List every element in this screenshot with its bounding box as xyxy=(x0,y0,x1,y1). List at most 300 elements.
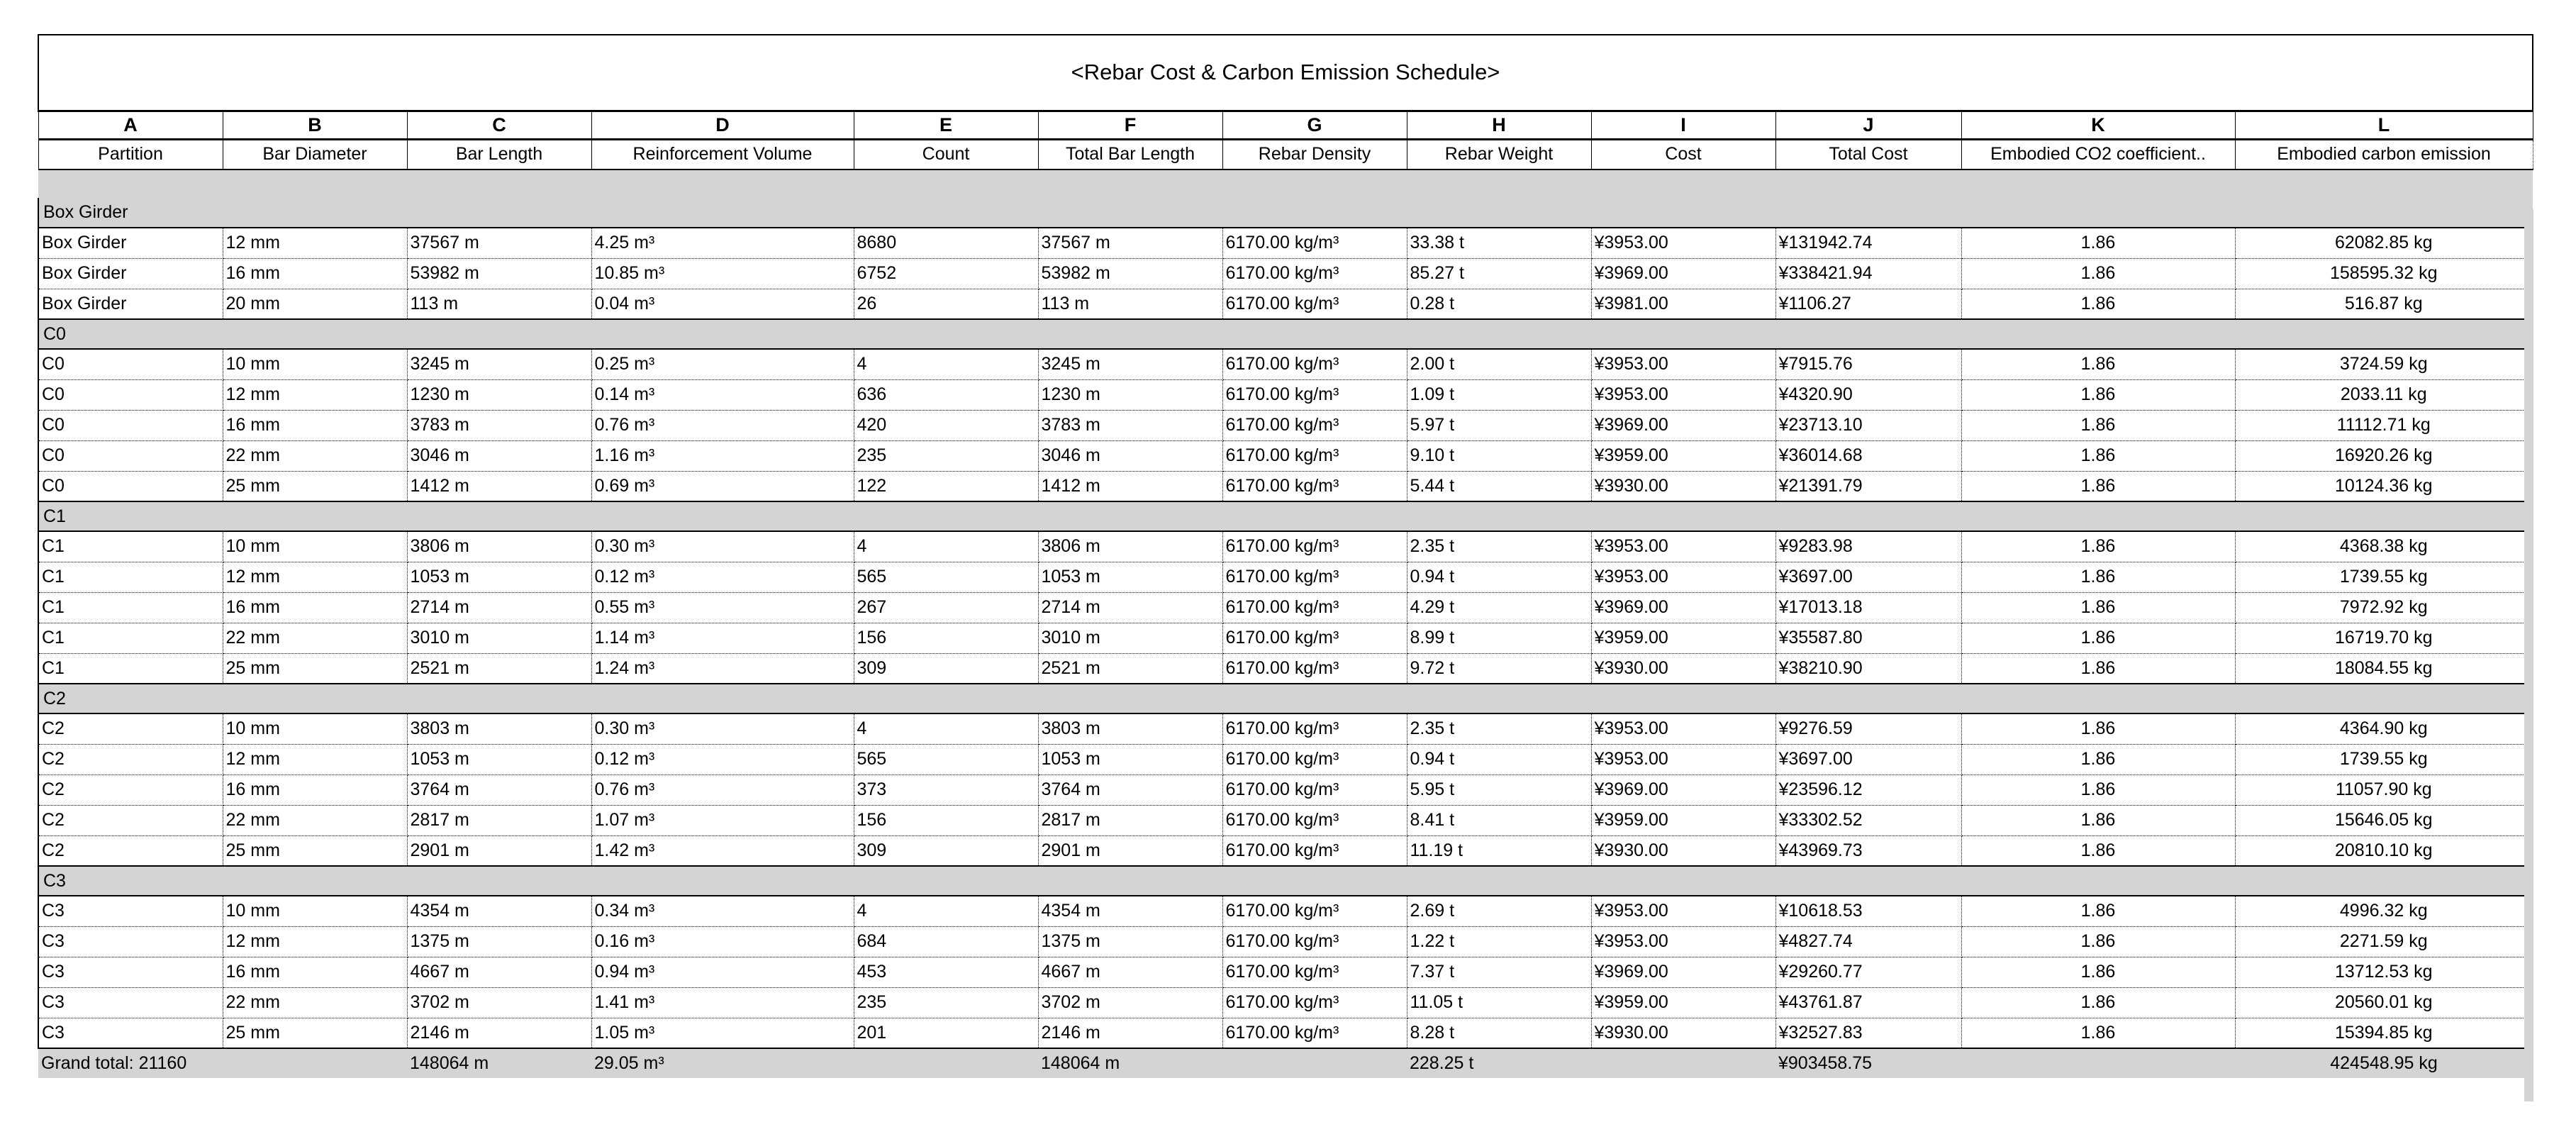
table-cell[interactable]: 2.69 t xyxy=(1407,896,1591,926)
table-row[interactable] xyxy=(38,440,2533,471)
table-cell[interactable]: 2817 m xyxy=(1038,805,1222,835)
table-cell[interactable]: 85.27 t xyxy=(1407,258,1591,289)
table-cell[interactable]: ¥21391.79 xyxy=(1775,471,1961,501)
schedule-title[interactable]: <Rebar Cost & Carbon Emission Schedule> xyxy=(38,35,2533,111)
table-cell[interactable]: 1.14 m³ xyxy=(591,623,854,653)
table-cell[interactable]: 1.86 xyxy=(1961,562,2235,592)
table-cell[interactable]: 684 xyxy=(854,926,1038,957)
table-cell[interactable]: 6170.00 kg/m³ xyxy=(1222,440,1407,471)
table-cell[interactable]: ¥3969.00 xyxy=(1591,410,1775,440)
table-cell[interactable]: 12 mm xyxy=(223,744,407,774)
table-cell[interactable]: 2714 m xyxy=(1038,592,1222,623)
table-cell[interactable]: 20 mm xyxy=(223,289,407,319)
table-cell[interactable]: 0.30 m³ xyxy=(591,713,854,744)
table-cell[interactable]: 1.86 xyxy=(1961,987,2235,1018)
table-cell[interactable]: 25 mm xyxy=(223,471,407,501)
table-cell[interactable]: 516.87 kg xyxy=(2235,289,2533,319)
table-cell[interactable]: ¥3953.00 xyxy=(1591,228,1775,258)
table-cell[interactable]: 1412 m xyxy=(1038,471,1222,501)
table-cell[interactable]: 373 xyxy=(854,774,1038,805)
table-cell[interactable]: 0.12 m³ xyxy=(591,562,854,592)
table-cell[interactable]: 1.86 xyxy=(1961,349,2235,379)
column-header-g[interactable]: Rebar Density xyxy=(1222,139,1407,170)
table-cell[interactable]: 6170.00 kg/m³ xyxy=(1222,228,1407,258)
table-cell[interactable]: 6170.00 kg/m³ xyxy=(1222,410,1407,440)
table-row[interactable] xyxy=(38,349,2533,379)
table-cell[interactable]: 5.95 t xyxy=(1407,774,1591,805)
table-row[interactable] xyxy=(38,926,2533,957)
table-cell[interactable]: 1.86 xyxy=(1961,289,2235,319)
table-cell[interactable]: 3806 m xyxy=(1038,531,1222,562)
table-cell[interactable]: 1.41 m³ xyxy=(591,987,854,1018)
table-cell[interactable]: 1.86 xyxy=(1961,774,2235,805)
table-cell[interactable]: ¥4827.74 xyxy=(1775,926,1961,957)
table-cell[interactable]: 122 xyxy=(854,471,1038,501)
column-header-b[interactable]: Bar Diameter xyxy=(223,139,407,170)
table-row[interactable] xyxy=(38,987,2533,1018)
table-cell[interactable]: ¥17013.18 xyxy=(1775,592,1961,623)
table-cell[interactable]: 156 xyxy=(854,805,1038,835)
table-cell[interactable]: C2 xyxy=(38,805,223,835)
table-cell[interactable]: ¥3969.00 xyxy=(1591,258,1775,289)
table-cell[interactable]: ¥4320.90 xyxy=(1775,379,1961,410)
table-cell[interactable]: 7.37 t xyxy=(1407,957,1591,987)
table-cell[interactable]: 6170.00 kg/m³ xyxy=(1222,531,1407,562)
table-cell[interactable]: ¥3930.00 xyxy=(1591,835,1775,866)
table-cell[interactable]: 11.19 t xyxy=(1407,835,1591,866)
table-cell[interactable]: 0.76 m³ xyxy=(591,410,854,440)
table-cell[interactable]: C2 xyxy=(38,835,223,866)
table-cell[interactable]: C3 xyxy=(38,896,223,926)
table-cell[interactable]: 22 mm xyxy=(223,623,407,653)
table-cell[interactable]: 1230 m xyxy=(407,379,591,410)
column-letter-a[interactable]: A xyxy=(38,111,223,139)
table-cell[interactable]: ¥3930.00 xyxy=(1591,1018,1775,1048)
table-cell[interactable]: 1375 m xyxy=(407,926,591,957)
table-cell[interactable]: 13712.53 kg xyxy=(2235,957,2533,987)
column-letter-k[interactable]: K xyxy=(1961,111,2235,139)
column-letter-b[interactable]: B xyxy=(223,111,407,139)
table-cell[interactable]: 6170.00 kg/m³ xyxy=(1222,592,1407,623)
table-cell[interactable]: C0 xyxy=(38,410,223,440)
column-header-j[interactable]: Total Cost xyxy=(1775,139,1961,170)
table-cell[interactable]: 12 mm xyxy=(223,562,407,592)
column-letter-g[interactable]: G xyxy=(1222,111,1407,139)
table-cell[interactable]: 4354 m xyxy=(407,896,591,926)
table-cell[interactable]: C0 xyxy=(38,440,223,471)
table-cell[interactable]: 2521 m xyxy=(407,653,591,684)
table-cell[interactable]: 6170.00 kg/m³ xyxy=(1222,713,1407,744)
table-cell[interactable]: 267 xyxy=(854,592,1038,623)
table-cell[interactable]: 10 mm xyxy=(223,349,407,379)
table-cell[interactable]: 1.86 xyxy=(1961,471,2235,501)
table-cell[interactable]: 2.35 t xyxy=(1407,531,1591,562)
table-cell[interactable]: 0.94 m³ xyxy=(591,957,854,987)
table-cell[interactable]: 1.86 xyxy=(1961,653,2235,684)
column-header-a[interactable]: Partition xyxy=(38,139,223,170)
table-cell[interactable]: 6170.00 kg/m³ xyxy=(1222,258,1407,289)
column-header-e[interactable]: Count xyxy=(854,139,1038,170)
table-cell[interactable]: 3764 m xyxy=(1038,774,1222,805)
table-cell[interactable]: 4.29 t xyxy=(1407,592,1591,623)
table-cell[interactable]: C0 xyxy=(38,471,223,501)
table-row[interactable] xyxy=(38,592,2533,623)
table-cell[interactable]: 1053 m xyxy=(1038,562,1222,592)
table-cell[interactable]: ¥9276.59 xyxy=(1775,713,1961,744)
table-cell[interactable]: 2033.11 kg xyxy=(2235,379,2533,410)
table-cell[interactable]: 1.86 xyxy=(1961,623,2235,653)
table-cell[interactable]: 2521 m xyxy=(1038,653,1222,684)
table-cell[interactable]: 158595.32 kg xyxy=(2235,258,2533,289)
table-cell[interactable]: ¥3959.00 xyxy=(1591,805,1775,835)
table-cell[interactable]: 10 mm xyxy=(223,713,407,744)
column-header-k[interactable]: Embodied CO2 coefficient.. xyxy=(1961,139,2235,170)
table-cell[interactable]: ¥338421.94 xyxy=(1775,258,1961,289)
table-cell[interactable]: 8.41 t xyxy=(1407,805,1591,835)
table-cell[interactable]: C2 xyxy=(38,713,223,744)
table-cell[interactable]: ¥3959.00 xyxy=(1591,623,1775,653)
table-cell[interactable]: 18084.55 kg xyxy=(2235,653,2533,684)
table-cell[interactable]: ¥3930.00 xyxy=(1591,471,1775,501)
table-cell[interactable]: 22 mm xyxy=(223,440,407,471)
table-cell[interactable]: 8.28 t xyxy=(1407,1018,1591,1048)
table-cell[interactable]: 37567 m xyxy=(1038,228,1222,258)
table-cell[interactable]: 16 mm xyxy=(223,410,407,440)
table-cell[interactable]: 6170.00 kg/m³ xyxy=(1222,653,1407,684)
table-cell[interactable]: 1.86 xyxy=(1961,1018,2235,1048)
table-cell[interactable]: 1.86 xyxy=(1961,896,2235,926)
table-cell[interactable]: 156 xyxy=(854,623,1038,653)
table-cell[interactable]: ¥3959.00 xyxy=(1591,987,1775,1018)
table-cell[interactable]: ¥3930.00 xyxy=(1591,653,1775,684)
table-cell[interactable]: 22 mm xyxy=(223,987,407,1018)
table-cell[interactable]: ¥3953.00 xyxy=(1591,713,1775,744)
table-row[interactable] xyxy=(38,289,2533,319)
table-cell[interactable]: 4 xyxy=(854,896,1038,926)
table-cell[interactable]: ¥10618.53 xyxy=(1775,896,1961,926)
table-cell[interactable]: 4667 m xyxy=(1038,957,1222,987)
table-cell[interactable]: 309 xyxy=(854,835,1038,866)
table-cell[interactable]: 25 mm xyxy=(223,653,407,684)
table-row[interactable] xyxy=(38,471,2533,501)
table-cell[interactable]: 5.44 t xyxy=(1407,471,1591,501)
table-cell[interactable]: 1.86 xyxy=(1961,713,2235,744)
table-cell[interactable]: 8.99 t xyxy=(1407,623,1591,653)
table-cell[interactable]: 3702 m xyxy=(407,987,591,1018)
table-cell[interactable]: 0.14 m³ xyxy=(591,379,854,410)
table-row[interactable] xyxy=(38,805,2533,835)
table-cell[interactable]: 15646.05 kg xyxy=(2235,805,2533,835)
table-cell[interactable]: C2 xyxy=(38,744,223,774)
column-header-l[interactable]: Embodied carbon emission xyxy=(2235,139,2533,170)
table-cell[interactable]: 4364.90 kg xyxy=(2235,713,2533,744)
table-cell[interactable]: 309 xyxy=(854,653,1038,684)
table-cell[interactable]: 6170.00 kg/m³ xyxy=(1222,805,1407,835)
table-cell[interactable]: ¥3969.00 xyxy=(1591,774,1775,805)
table-row[interactable] xyxy=(38,623,2533,653)
table-cell[interactable]: 3245 m xyxy=(407,349,591,379)
table-cell[interactable]: 1053 m xyxy=(407,744,591,774)
group-header[interactable]: Box Girder xyxy=(38,198,2533,228)
table-cell[interactable]: 2901 m xyxy=(407,835,591,866)
table-cell[interactable]: 1053 m xyxy=(407,562,591,592)
table-cell[interactable]: 0.04 m³ xyxy=(591,289,854,319)
table-cell[interactable]: 3764 m xyxy=(407,774,591,805)
table-cell[interactable]: 453 xyxy=(854,957,1038,987)
table-cell[interactable]: 1412 m xyxy=(407,471,591,501)
table-cell[interactable]: ¥3697.00 xyxy=(1775,562,1961,592)
table-cell[interactable]: 53982 m xyxy=(407,258,591,289)
table-cell[interactable]: 3803 m xyxy=(1038,713,1222,744)
table-cell[interactable]: 1.86 xyxy=(1961,440,2235,471)
table-cell[interactable]: 2271.59 kg xyxy=(2235,926,2533,957)
table-cell[interactable]: 22 mm xyxy=(223,805,407,835)
table-cell[interactable]: 0.16 m³ xyxy=(591,926,854,957)
table-row[interactable] xyxy=(38,379,2533,410)
table-cell[interactable]: 1.86 xyxy=(1961,379,2235,410)
table-cell[interactable]: ¥3953.00 xyxy=(1591,349,1775,379)
table-cell[interactable]: 0.28 t xyxy=(1407,289,1591,319)
table-cell[interactable]: ¥33302.52 xyxy=(1775,805,1961,835)
table-cell[interactable]: 0.55 m³ xyxy=(591,592,854,623)
column-header-d[interactable]: Reinforcement Volume xyxy=(591,139,854,170)
table-cell[interactable]: 16 mm xyxy=(223,592,407,623)
table-cell[interactable]: 4.25 m³ xyxy=(591,228,854,258)
table-cell[interactable]: 6170.00 kg/m³ xyxy=(1222,471,1407,501)
table-cell[interactable]: 2901 m xyxy=(1038,835,1222,866)
column-header-i[interactable]: Cost xyxy=(1591,139,1775,170)
table-cell[interactable]: 6170.00 kg/m³ xyxy=(1222,289,1407,319)
table-cell[interactable]: 6170.00 kg/m³ xyxy=(1222,1018,1407,1048)
table-row[interactable] xyxy=(38,744,2533,774)
group-header[interactable]: C3 xyxy=(38,866,2533,896)
table-cell[interactable]: 4 xyxy=(854,349,1038,379)
table-cell[interactable]: 6170.00 kg/m³ xyxy=(1222,835,1407,866)
table-cell[interactable]: 11.05 t xyxy=(1407,987,1591,1018)
table-cell[interactable]: C3 xyxy=(38,957,223,987)
column-header-c[interactable]: Bar Length xyxy=(407,139,591,170)
table-cell[interactable]: 12 mm xyxy=(223,228,407,258)
table-cell[interactable]: ¥131942.74 xyxy=(1775,228,1961,258)
table-cell[interactable]: 1.86 xyxy=(1961,228,2235,258)
table-cell[interactable]: 3046 m xyxy=(1038,440,1222,471)
table-cell[interactable]: 6170.00 kg/m³ xyxy=(1222,562,1407,592)
table-cell[interactable]: 1.86 xyxy=(1961,805,2235,835)
table-cell[interactable]: 11057.90 kg xyxy=(2235,774,2533,805)
table-cell[interactable]: 53982 m xyxy=(1038,258,1222,289)
table-cell[interactable]: ¥9283.98 xyxy=(1775,531,1961,562)
table-cell[interactable]: 9.10 t xyxy=(1407,440,1591,471)
table-cell[interactable]: 16 mm xyxy=(223,258,407,289)
table-cell[interactable]: 3702 m xyxy=(1038,987,1222,1018)
table-cell[interactable]: ¥3953.00 xyxy=(1591,896,1775,926)
table-cell[interactable]: ¥38210.90 xyxy=(1775,653,1961,684)
table-cell[interactable]: 1230 m xyxy=(1038,379,1222,410)
table-cell[interactable]: 1.07 m³ xyxy=(591,805,854,835)
table-cell[interactable]: C0 xyxy=(38,379,223,410)
table-row[interactable] xyxy=(38,653,2533,684)
table-cell[interactable]: 6170.00 kg/m³ xyxy=(1222,987,1407,1018)
table-row[interactable] xyxy=(38,258,2533,289)
table-cell[interactable]: 1.86 xyxy=(1961,410,2235,440)
table-cell[interactable]: 15394.85 kg xyxy=(2235,1018,2533,1048)
table-row[interactable] xyxy=(38,713,2533,744)
table-cell[interactable]: 1.86 xyxy=(1961,744,2235,774)
table-cell[interactable]: 25 mm xyxy=(223,835,407,866)
table-cell[interactable]: 1.05 m³ xyxy=(591,1018,854,1048)
table-cell[interactable]: C1 xyxy=(38,623,223,653)
table-cell[interactable]: ¥3953.00 xyxy=(1591,531,1775,562)
table-cell[interactable]: 12 mm xyxy=(223,926,407,957)
table-cell[interactable]: C3 xyxy=(38,1018,223,1048)
table-cell[interactable]: 4996.32 kg xyxy=(2235,896,2533,926)
table-cell[interactable]: 4 xyxy=(854,531,1038,562)
table-cell[interactable]: 420 xyxy=(854,410,1038,440)
table-cell[interactable]: 2146 m xyxy=(407,1018,591,1048)
table-cell[interactable]: C2 xyxy=(38,774,223,805)
table-cell[interactable]: 565 xyxy=(854,562,1038,592)
table-cell[interactable]: 0.34 m³ xyxy=(591,896,854,926)
table-cell[interactable]: 37567 m xyxy=(407,228,591,258)
table-cell[interactable]: 16719.70 kg xyxy=(2235,623,2533,653)
table-cell[interactable]: 6170.00 kg/m³ xyxy=(1222,957,1407,987)
table-cell[interactable]: C0 xyxy=(38,349,223,379)
table-cell[interactable]: C1 xyxy=(38,531,223,562)
table-cell[interactable]: C1 xyxy=(38,562,223,592)
table-row[interactable] xyxy=(38,228,2533,258)
table-row[interactable] xyxy=(38,562,2533,592)
table-cell[interactable]: ¥23713.10 xyxy=(1775,410,1961,440)
table-cell[interactable]: Box Girder xyxy=(38,258,223,289)
column-letter-d[interactable]: D xyxy=(591,111,854,139)
column-letter-i[interactable]: I xyxy=(1591,111,1775,139)
table-cell[interactable]: 3783 m xyxy=(1038,410,1222,440)
table-cell[interactable]: 9.72 t xyxy=(1407,653,1591,684)
table-cell[interactable]: 4368.38 kg xyxy=(2235,531,2533,562)
table-cell[interactable]: 20560.01 kg xyxy=(2235,987,2533,1018)
table-cell[interactable]: 4667 m xyxy=(407,957,591,987)
table-cell[interactable]: C3 xyxy=(38,987,223,1018)
table-row[interactable] xyxy=(38,957,2533,987)
table-cell[interactable]: 3245 m xyxy=(1038,349,1222,379)
table-cell[interactable]: ¥3969.00 xyxy=(1591,957,1775,987)
table-cell[interactable]: 25 mm xyxy=(223,1018,407,1048)
table-cell[interactable]: 3010 m xyxy=(1038,623,1222,653)
table-cell[interactable]: 3803 m xyxy=(407,713,591,744)
group-header[interactable]: C2 xyxy=(38,684,2533,713)
column-letter-l[interactable]: L xyxy=(2235,111,2533,139)
table-cell[interactable]: 636 xyxy=(854,379,1038,410)
table-cell[interactable]: 201 xyxy=(854,1018,1038,1048)
column-letter-h[interactable]: H xyxy=(1407,111,1591,139)
table-cell[interactable]: 3046 m xyxy=(407,440,591,471)
table-cell[interactable]: ¥7915.76 xyxy=(1775,349,1961,379)
table-cell[interactable]: ¥3981.00 xyxy=(1591,289,1775,319)
column-letter-f[interactable]: F xyxy=(1038,111,1222,139)
table-cell[interactable]: 6170.00 kg/m³ xyxy=(1222,744,1407,774)
column-letter-j[interactable]: J xyxy=(1775,111,1961,139)
table-cell[interactable]: 1.86 xyxy=(1961,531,2235,562)
column-letter-c[interactable]: C xyxy=(407,111,591,139)
table-cell[interactable]: 62082.85 kg xyxy=(2235,228,2533,258)
table-row[interactable] xyxy=(38,410,2533,440)
table-cell[interactable]: 6170.00 kg/m³ xyxy=(1222,774,1407,805)
table-cell[interactable]: 0.12 m³ xyxy=(591,744,854,774)
table-row[interactable] xyxy=(38,531,2533,562)
table-cell[interactable]: 0.30 m³ xyxy=(591,531,854,562)
group-header[interactable]: C0 xyxy=(38,319,2533,349)
table-cell[interactable]: Box Girder xyxy=(38,228,223,258)
table-cell[interactable]: 1.86 xyxy=(1961,592,2235,623)
table-cell[interactable]: 1.24 m³ xyxy=(591,653,854,684)
table-cell[interactable]: 1.86 xyxy=(1961,835,2235,866)
table-cell[interactable]: 1.42 m³ xyxy=(591,835,854,866)
table-row[interactable] xyxy=(38,835,2533,866)
table-cell[interactable]: ¥43761.87 xyxy=(1775,987,1961,1018)
table-cell[interactable]: ¥23596.12 xyxy=(1775,774,1961,805)
table-cell[interactable]: ¥43969.73 xyxy=(1775,835,1961,866)
table-cell[interactable]: 12 mm xyxy=(223,379,407,410)
table-cell[interactable]: 10 mm xyxy=(223,896,407,926)
table-cell[interactable]: ¥1106.27 xyxy=(1775,289,1961,319)
table-cell[interactable]: 1.86 xyxy=(1961,957,2235,987)
table-cell[interactable]: 6170.00 kg/m³ xyxy=(1222,896,1407,926)
table-cell[interactable]: 1375 m xyxy=(1038,926,1222,957)
table-cell[interactable]: 0.76 m³ xyxy=(591,774,854,805)
table-cell[interactable]: ¥3953.00 xyxy=(1591,744,1775,774)
table-cell[interactable]: 16 mm xyxy=(223,957,407,987)
table-cell[interactable]: 6170.00 kg/m³ xyxy=(1222,379,1407,410)
table-cell[interactable]: C1 xyxy=(38,653,223,684)
table-row[interactable] xyxy=(38,1018,2533,1048)
table-cell[interactable]: 1.16 m³ xyxy=(591,440,854,471)
table-cell[interactable]: ¥32527.83 xyxy=(1775,1018,1961,1048)
table-cell[interactable]: 235 xyxy=(854,440,1038,471)
table-cell[interactable]: 8680 xyxy=(854,228,1038,258)
table-cell[interactable]: 6170.00 kg/m³ xyxy=(1222,349,1407,379)
table-cell[interactable]: 0.94 t xyxy=(1407,562,1591,592)
table-cell[interactable]: 113 m xyxy=(407,289,591,319)
table-cell[interactable]: ¥3969.00 xyxy=(1591,592,1775,623)
table-cell[interactable]: 2146 m xyxy=(1038,1018,1222,1048)
table-cell[interactable]: 4 xyxy=(854,713,1038,744)
group-header[interactable]: C1 xyxy=(38,501,2533,531)
table-cell[interactable]: 0.94 t xyxy=(1407,744,1591,774)
table-cell[interactable]: ¥3953.00 xyxy=(1591,562,1775,592)
table-cell[interactable]: 3010 m xyxy=(407,623,591,653)
table-cell[interactable]: ¥3953.00 xyxy=(1591,379,1775,410)
table-cell[interactable]: 235 xyxy=(854,987,1038,1018)
table-row[interactable] xyxy=(38,896,2533,926)
table-cell[interactable]: 6170.00 kg/m³ xyxy=(1222,623,1407,653)
table-row[interactable] xyxy=(38,774,2533,805)
table-cell[interactable]: ¥3697.00 xyxy=(1775,744,1961,774)
table-cell[interactable]: 10.85 m³ xyxy=(591,258,854,289)
table-cell[interactable]: 565 xyxy=(854,744,1038,774)
table-cell[interactable]: C3 xyxy=(38,926,223,957)
table-cell[interactable]: 20810.10 kg xyxy=(2235,835,2533,866)
table-cell[interactable]: 1739.55 kg xyxy=(2235,744,2533,774)
table-cell[interactable]: 1.22 t xyxy=(1407,926,1591,957)
table-cell[interactable]: ¥36014.68 xyxy=(1775,440,1961,471)
table-cell[interactable]: Box Girder xyxy=(38,289,223,319)
table-cell[interactable]: 10124.36 kg xyxy=(2235,471,2533,501)
table-cell[interactable]: 3783 m xyxy=(407,410,591,440)
table-cell[interactable]: 5.97 t xyxy=(1407,410,1591,440)
table-cell[interactable]: 3806 m xyxy=(407,531,591,562)
table-cell[interactable]: 16920.26 kg xyxy=(2235,440,2533,471)
column-header-f[interactable]: Total Bar Length xyxy=(1038,139,1222,170)
